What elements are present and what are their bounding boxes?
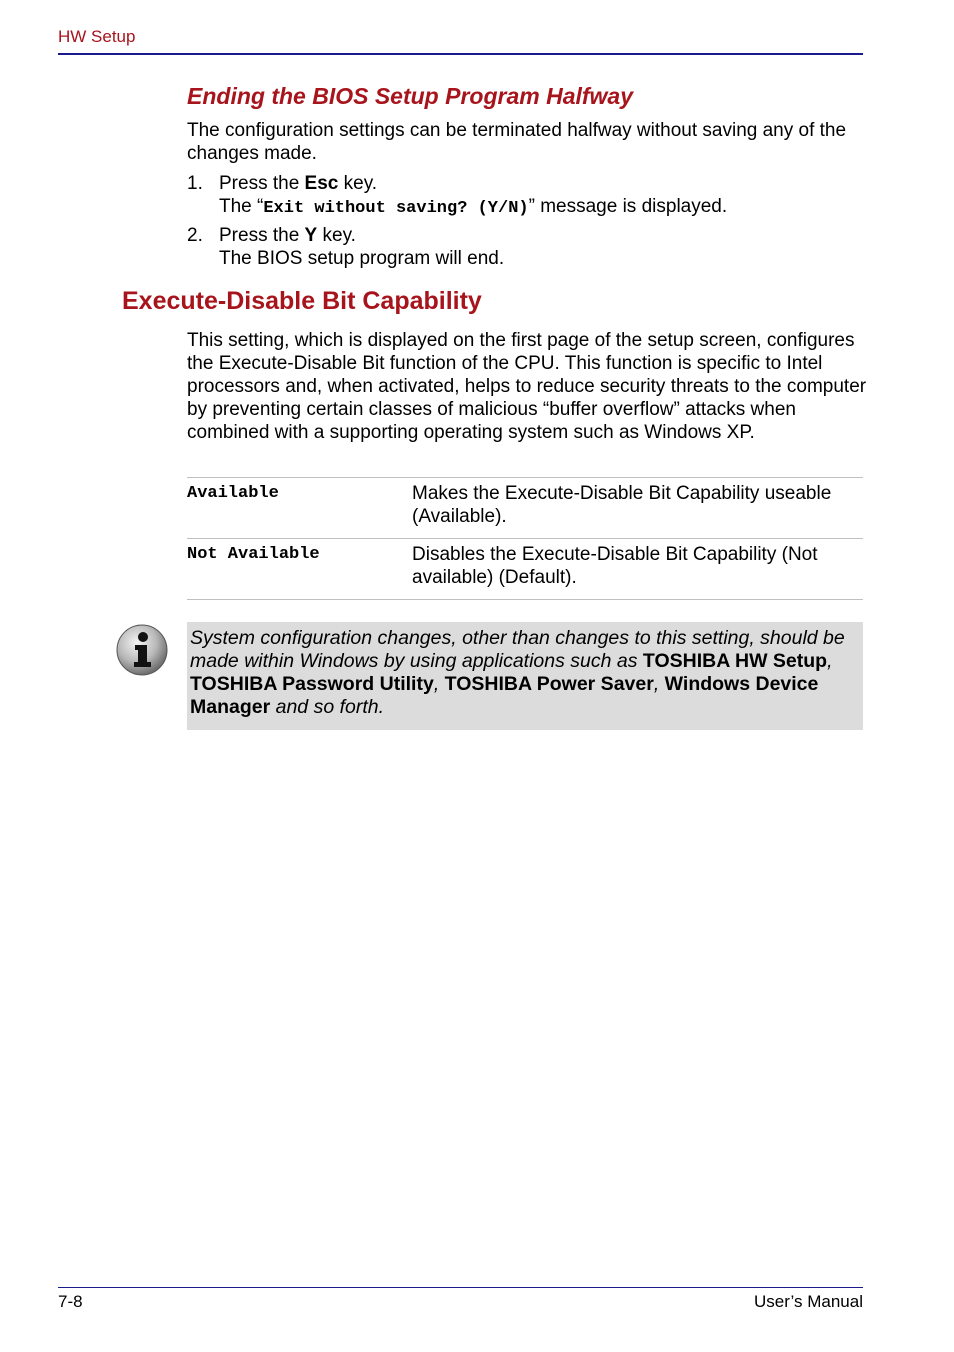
manual-title: User’s Manual: [754, 1292, 863, 1311]
step-text: The “: [219, 196, 264, 217]
table-rule: [187, 538, 863, 539]
note-text: System configuration changes, other than changes to this setting, should be made within Windows by using applications such as: [190, 627, 845, 672]
screen-message: Exit without saving? (Y/N): [263, 199, 529, 218]
section-body: This setting, which is displayed on the first page of the setup screen, configures the Execute-Disable Bit function of the CPU. This function is specific to Intel processors and, when activated, helps to reduce security threats to the computer by preventing certain classes of malicious “buffer overflow” attacks when combined with a supporting operating system such as Windows XP.: [187, 330, 867, 443]
app-name: Windows Device Manager: [190, 673, 819, 718]
section-heading: Execute-Disable Bit Capability: [122, 287, 482, 315]
step-text: key.: [317, 225, 356, 246]
step-2-result: The BIOS setup program will end.: [219, 248, 505, 269]
note-text: and so forth.: [270, 696, 385, 718]
step-number: 2.: [187, 225, 203, 246]
note-box: [187, 622, 863, 730]
note-text: ,: [827, 650, 833, 672]
key-name: Esc: [304, 173, 339, 194]
option-name: Available: [187, 484, 279, 503]
step-2: [219, 224, 869, 270]
app-name: TOSHIBA HW Setup: [642, 650, 828, 672]
key-name: Y: [304, 225, 318, 246]
step-text: key.: [338, 173, 378, 194]
step-1-line: [219, 172, 869, 195]
step-1-result: [219, 195, 869, 220]
option-name: Not Available: [187, 545, 320, 564]
subsection-heading: Ending the BIOS Setup Program Halfway: [187, 83, 634, 109]
step-text: Press the: [219, 173, 305, 194]
step-text: ” message is displayed.: [528, 196, 728, 217]
option-description: Disables the Execute-Disable Bit Capability (Not available) (Default).: [412, 544, 818, 588]
info-icon: [116, 624, 168, 676]
step-2-line: [219, 224, 869, 247]
footer-rule: [58, 1287, 863, 1288]
subsection-intro: The configuration settings can be terminated halfway without saving any of the changes made.: [187, 120, 847, 164]
header-rule: [58, 53, 863, 55]
table-rule: [187, 477, 863, 478]
app-name: TOSHIBA Power Saver: [444, 673, 654, 695]
app-name: TOSHIBA Password Utility: [190, 673, 434, 695]
table-rule: [187, 599, 863, 600]
note-text: ,: [433, 673, 445, 695]
running-header: HW Setup: [58, 27, 136, 46]
step-1: [219, 172, 869, 220]
note-text: ,: [653, 673, 665, 695]
step-text: Press the: [219, 225, 305, 246]
option-description: Makes the Execute-Disable Bit Capability useable (Available).: [412, 483, 832, 527]
step-number: 1.: [187, 173, 203, 194]
page-number: 7-8: [58, 1292, 83, 1311]
